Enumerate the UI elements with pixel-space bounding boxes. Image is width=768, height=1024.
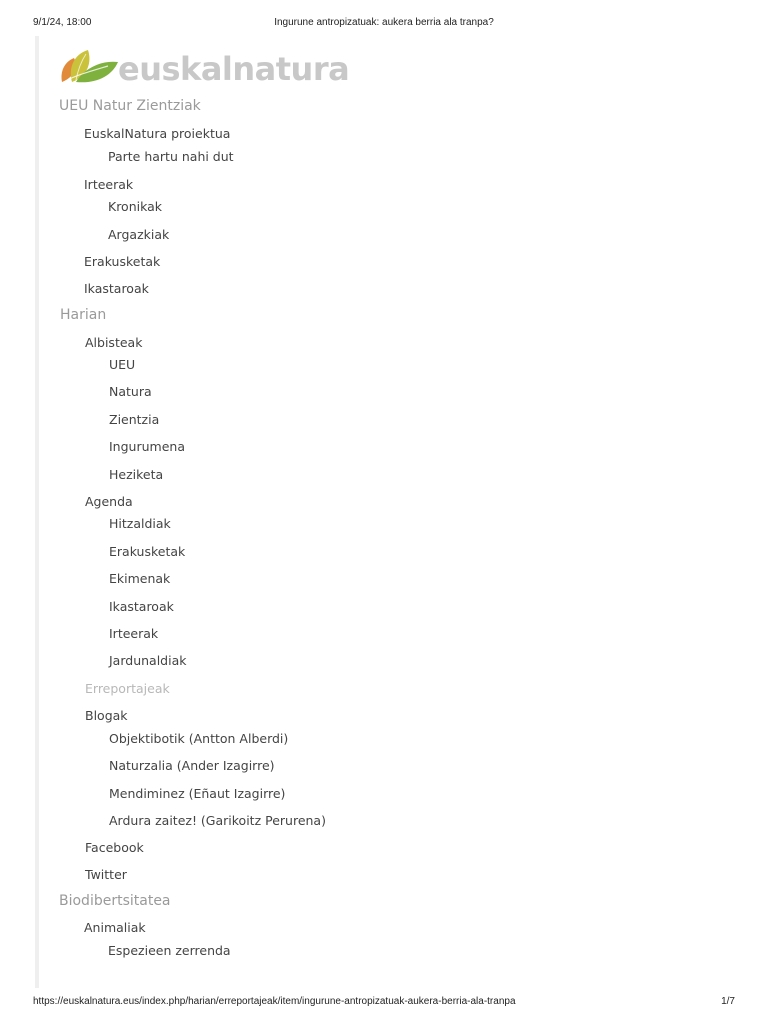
menu-item-blogak[interactable]: Blogak <box>85 708 128 723</box>
menu-item-erakusketak[interactable]: Erakusketak <box>84 254 161 269</box>
leaves-icon <box>58 46 120 86</box>
print-page-number: 1/7 <box>721 996 735 1007</box>
menu-subitem-ueu[interactable]: UEU <box>109 357 136 372</box>
menu-subitem-ekimenak[interactable]: Ekimenak <box>109 571 171 586</box>
menu-section-biodibertsitatea[interactable]: Biodibertsitatea <box>59 893 171 909</box>
menu-item-euskalnatura-proiektua[interactable]: EuskalNatura proiektua <box>84 126 231 141</box>
menu-subitem-mendiminez[interactable]: Mendiminez (Eñaut Izagirre) <box>109 786 286 801</box>
menu-subitem-zientzia[interactable]: Zientzia <box>109 412 160 427</box>
menu-subitem-parte-hartu[interactable]: Parte hartu nahi dut <box>108 149 234 164</box>
menu-subitem-naturzalia[interactable]: Naturzalia (Ander Izagirre) <box>109 758 275 773</box>
menu-subitem-hitzaldiak[interactable]: Hitzaldiak <box>109 516 171 531</box>
menu-subitem-argazkiak[interactable]: Argazkiak <box>108 227 170 242</box>
print-header <box>33 17 735 31</box>
menu-subitem-ardura-zaitez[interactable]: Ardura zaitez! (Garikoitz Perurena) <box>109 813 326 828</box>
menu-item-twitter[interactable]: Twitter <box>85 867 127 882</box>
menu-section-ueu[interactable]: UEU Natur Zientziak <box>59 98 201 114</box>
menu-item-erreportajeak[interactable]: Erreportajeak <box>85 681 170 696</box>
menu-subitem-jardunaldiak[interactable]: Jardunaldiak <box>109 653 187 668</box>
menu-subitem-kronikak[interactable]: Kronikak <box>108 199 163 214</box>
print-date: 9/1/24, 18:00 <box>33 17 92 28</box>
menu-subitem-objektibotik[interactable]: Objektibotik (Antton Alberdi) <box>109 731 289 746</box>
menu-item-albisteak[interactable]: Albisteak <box>85 335 143 350</box>
menu-item-ikastaroak[interactable]: Ikastaroak <box>84 281 149 296</box>
menu-subitem-ikastaroak[interactable]: Ikastaroak <box>109 599 174 614</box>
menu-item-animaliak[interactable]: Animaliak <box>84 920 146 935</box>
menu-item-facebook[interactable]: Facebook <box>85 840 144 855</box>
print-page-title: Ingurune antropizatuak: aukera berria ala tranpa? <box>274 17 494 28</box>
menu-subitem-natura[interactable]: Natura <box>109 384 152 399</box>
print-footer <box>33 996 735 1010</box>
menu-subitem-heziketa[interactable]: Heziketa <box>109 467 164 482</box>
print-url: https://euskalnatura.eus/index.php/harian/erreportajeak/item/ingurune-antropizatuak-aukera-berria-ala-tranpa <box>33 996 516 1007</box>
menu-subitem-erakusketak[interactable]: Erakusketak <box>109 544 186 559</box>
menu-item-irteerak[interactable]: Irteerak <box>84 177 134 192</box>
logo-text: euskalnatura <box>118 50 350 88</box>
site-logo[interactable] <box>58 44 349 88</box>
menu-item-agenda[interactable]: Agenda <box>85 494 133 509</box>
menu-subitem-ingurumena[interactable]: Ingurumena <box>109 439 185 454</box>
left-divider <box>35 36 39 988</box>
menu-section-harian[interactable]: Harian <box>60 307 107 323</box>
menu-subitem-espezieen-zerrenda[interactable]: Espezieen zerrenda <box>108 943 231 958</box>
menu-subitem-irteerak[interactable]: Irteerak <box>109 626 159 641</box>
